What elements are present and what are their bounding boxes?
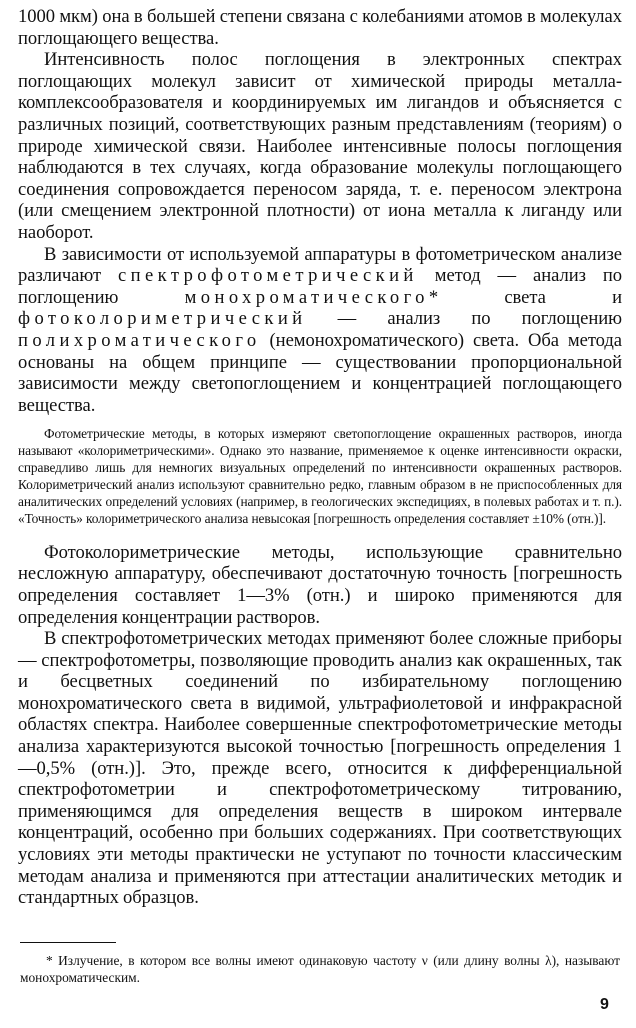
paragraph-spectrophotometric: В спектрофотометрических методах применяют более сложные приборы — спектрофотометры, позволяющие проводить анализ как окрашенных, так и бесцветных соединений по избирательному поглощению монохроматического света в видимой, ультрафиолетовой и инфракрасной областях спектра. Наиболее совершенные спектрофотометрические методы анализа характеризуются высокой точностью [погрешность определения 1—0,5% (отн.)]. Это, прежде всего, относится к дифференциальной спектрофотометрии и спектрофотометрическому титрованию, применяющимся для определения веществ в широком интервале концентраций, особенно при больших содержаниях. При соответствующих условиях эти методы практически не уступают по точности классическим методам анализа и применяются при аттестации аналитических методик и стандартных образцов. bbox=[18, 628, 622, 909]
methods-text-d: — анализ по поглощению bbox=[306, 308, 622, 330]
footnote-divider bbox=[20, 942, 116, 943]
term-polychromatic: полихроматического bbox=[18, 329, 261, 351]
term-photocolorimetric: фотоколориметрический bbox=[18, 308, 307, 330]
footnote: * Излучение, в котором все волны имеют одинаковую частоту ν (или длину волны λ), называют монохроматическим. bbox=[20, 953, 620, 985]
term-spectrophotometric: спектрофотометрический bbox=[118, 265, 418, 287]
methods-text-c: * света и bbox=[428, 286, 622, 308]
small-print-note: Фотометрические методы, в которых измеряют светопоглощение окрашенных растворов, иногда называют «колориметрическими». Однако это название, применяемое к оценке интенсивности окраски, справедливо лишь для немногих визуальных определений по интенсивности окрашенных растворов. Колориметрический анализ используют сравнительно редко, главным образом в не приспособленных для аналитических определений условиях (например, в геологических экспедициях, в полевых работах и т. п.). «Точность» колориметрического анализа невысокая [погрешность определения составляет ±10% (отн.)]. bbox=[18, 426, 622, 526]
paragraph-continuation: 1000 мкм) она в большей степени связана с колебаниями атомов в молекулах поглощающего вещества. bbox=[18, 6, 622, 49]
term-monochromatic: монохроматического bbox=[184, 286, 429, 308]
paragraph-methods bbox=[18, 244, 622, 417]
page-number: 9 bbox=[600, 996, 609, 1013]
paragraph-intensity: Интенсивность полос поглощения в электронных спектрах поглощающих молекул зависит от химической природы металла-комплексообразователя и координируемых им лигандов и объясняется с различных позиций, соответствующих разным представлениям (теориям) о природе химической связи. Наиболее интенсивные полосы поглощения наблюдаются в тех случаях, когда образование молекулы поглощающего соединения сопровождается переносом заряда, т. е. переносом электрона (или смещением электронной плотности) от иона металла к лиганду или наоборот. bbox=[18, 49, 622, 243]
methods-text-b: метод — анализ по поглощению bbox=[18, 265, 622, 308]
page-body bbox=[18, 6, 622, 909]
methods-text-e: (немонохроматического) света. Оба метода основаны на общем принципе — существовании пропорциональной зависимости между светопоглощением и концентрацией поглощающего вещества. bbox=[18, 329, 622, 416]
paragraph-photocolorimetric: Фотоколориметрические методы, использующие сравнительно несложную аппаратуру, обеспечивают достаточную точность [погрешность определения составляет 1—3% (отн.) и широко применяются для определения концентрации растворов. bbox=[18, 541, 622, 628]
methods-text-a: В зависимости от используемой аппаратуры в фотометрическом анализе различают bbox=[18, 243, 622, 287]
